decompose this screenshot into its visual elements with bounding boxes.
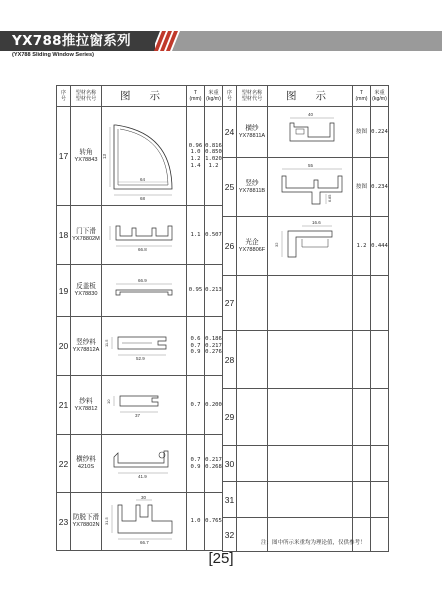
profile-name-cell xyxy=(71,493,102,551)
row-number: 30 xyxy=(223,446,237,482)
profile-code: YX78830 xyxy=(74,291,98,297)
profile-drawing xyxy=(268,158,353,217)
row-number: 24 xyxy=(223,107,237,158)
dim-label: 41.9 xyxy=(138,474,147,479)
profile-name: 横纱 xyxy=(245,124,259,132)
col-name-header: 型材名称 型材代号 xyxy=(71,86,102,107)
weight-values xyxy=(371,331,389,389)
weight-values xyxy=(371,446,389,482)
profile-name: 防脱下滑 xyxy=(72,514,100,521)
table-row xyxy=(223,158,389,217)
table-row xyxy=(57,107,223,206)
table-row xyxy=(57,206,223,265)
profile-name-cell xyxy=(237,389,268,446)
thickness-values: 按图 xyxy=(353,158,371,217)
profile-code: YX78843 xyxy=(74,156,98,163)
thickness-values xyxy=(353,331,371,389)
profile-drawing xyxy=(102,435,187,493)
dim-label: 11.5 xyxy=(104,339,109,347)
table-row xyxy=(223,389,389,446)
profile-code: YX78811B xyxy=(238,187,266,194)
profile-drawing xyxy=(102,376,187,435)
profile-table-left xyxy=(56,85,223,551)
table-row xyxy=(223,276,389,331)
row-number: 18 xyxy=(57,206,71,265)
col-t-header: T (mm) xyxy=(187,86,205,107)
weight-values: 0.234 xyxy=(371,158,389,217)
profile-name-cell xyxy=(237,276,268,331)
profile-name-cell xyxy=(71,317,102,376)
profile-code: YX78811A xyxy=(238,132,266,139)
weight-values: 0.213 xyxy=(205,265,223,317)
thickness-values: 1.2 xyxy=(353,217,371,276)
page-number: [25] xyxy=(208,550,234,567)
profile-name-cell xyxy=(237,158,268,217)
weight-values: 0.200 xyxy=(205,376,223,435)
profile-name-cell xyxy=(71,376,102,435)
weight-values: 0.444 xyxy=(371,217,389,276)
weight-values: 0.816 0.850 1.020 1.2 xyxy=(205,107,223,206)
thickness-values: 按图 xyxy=(353,107,371,158)
dim-label: 52.9 xyxy=(136,356,145,361)
profile-drawing xyxy=(268,482,353,518)
dim-label: 66.9 xyxy=(138,278,147,283)
profile-drawing xyxy=(268,446,353,482)
dim-label: 31.5 xyxy=(104,517,109,525)
table-row xyxy=(57,493,223,551)
profile-table-right xyxy=(222,85,389,552)
table-row xyxy=(57,265,223,317)
screen-profile-drawing xyxy=(102,376,187,434)
theoretical-weight-note: 注：图中所示米重均为理论值，仅供参考！ xyxy=(261,540,366,546)
weight-values: 0.224 xyxy=(371,107,389,158)
row-number: 31 xyxy=(223,482,237,518)
weight-values xyxy=(371,389,389,446)
profile-drawing xyxy=(268,389,353,446)
profile-name: 转角 xyxy=(79,148,93,156)
profile-name-cell xyxy=(71,265,102,317)
col-figure-header: 图 示 xyxy=(102,86,187,107)
row-number: 23 xyxy=(57,493,71,551)
profile-name-cell xyxy=(237,518,268,552)
series-title: YX788推拉窗系列 xyxy=(0,31,155,51)
profile-drawing xyxy=(268,276,353,331)
table-row xyxy=(57,317,223,376)
col-weight-header: 米重 (kg/m) xyxy=(205,86,223,107)
profile-drawing xyxy=(102,493,187,551)
dim-label: 30 xyxy=(141,495,147,500)
dim-label: 64 xyxy=(140,177,146,182)
dim-label: 66.8 xyxy=(138,247,147,252)
table-row xyxy=(223,518,389,552)
profile-drawing xyxy=(268,331,353,389)
weight-values: 0.186 0.217 0.276 xyxy=(205,317,223,376)
row-number: 26 xyxy=(223,217,237,276)
thickness-values: 0.96 1.0 1.2 1.4 xyxy=(187,107,205,206)
horizontal-screen-drawing xyxy=(102,435,187,492)
row-number: 29 xyxy=(223,389,237,446)
profile-code: YX78812 xyxy=(74,405,98,412)
dim-label: 13 xyxy=(102,153,107,159)
thickness-values: 0.6 0.7 0.9 xyxy=(187,317,205,376)
thickness-values: 1.1 xyxy=(187,206,205,265)
dim-label: 40 xyxy=(308,112,314,117)
row-number: 19 xyxy=(57,265,71,317)
horizontal-screen-frame-drawing xyxy=(268,107,353,157)
profile-code: YX78802N xyxy=(72,522,100,528)
table-row xyxy=(223,482,389,518)
profile-code: YX78806F xyxy=(238,246,266,253)
thickness-values: 1.0 xyxy=(187,493,205,551)
thickness-values xyxy=(353,518,371,552)
profile-name-cell xyxy=(71,435,102,493)
table-row xyxy=(223,217,389,276)
thickness-values xyxy=(353,482,371,518)
weight-values: 0.765 xyxy=(205,493,223,551)
thickness-values: 0.7 xyxy=(187,376,205,435)
profile-name-cell xyxy=(237,107,268,158)
profile-code: YX78802M xyxy=(72,235,100,242)
cover-plate-drawing xyxy=(102,265,187,316)
profile-name: 横纱料 xyxy=(76,456,96,463)
profile-drawing xyxy=(268,107,353,158)
profile-drawing xyxy=(102,265,187,317)
col-no-header: 序 号 xyxy=(223,86,237,107)
col-no-header: 序 号 xyxy=(57,86,71,107)
dim-label: 16.6 xyxy=(312,220,321,225)
dim-label: 68 xyxy=(140,196,146,201)
weight-values: 0.217 0.268 xyxy=(205,435,223,493)
col-t-header: T (mm) xyxy=(353,86,371,107)
profile-name: 竖纱 xyxy=(245,179,259,187)
anti-drop-track-drawing xyxy=(102,493,187,550)
profile-drawing xyxy=(102,206,187,265)
thickness-values xyxy=(353,389,371,446)
door-bottom-track-drawing xyxy=(102,206,187,264)
weight-values: 0.507 xyxy=(205,206,223,265)
series-subtitle: (YX788 Sliding Window Series) xyxy=(12,52,95,58)
row-number: 20 xyxy=(57,317,71,376)
dim-label: 6.85 xyxy=(328,194,332,202)
dim-label: 37 xyxy=(135,413,141,418)
profile-name: 光企 xyxy=(245,238,259,246)
profile-name: 竖纱料 xyxy=(76,338,96,346)
table-row xyxy=(57,435,223,493)
weight-values xyxy=(371,276,389,331)
dim-label: 66.7 xyxy=(140,540,149,545)
profile-name: 门下滑 xyxy=(76,227,96,235)
row-number: 25 xyxy=(223,158,237,217)
profile-name: 纱料 xyxy=(79,397,93,405)
dim-label: 55 xyxy=(308,163,314,168)
col-figure-header: 图 示 xyxy=(268,86,353,107)
profile-name-cell xyxy=(237,217,268,276)
table-row xyxy=(223,331,389,389)
profile-name-cell xyxy=(237,331,268,389)
row-number: 32 xyxy=(223,518,237,552)
profile-name-cell xyxy=(237,446,268,482)
dim-label: 32 xyxy=(274,242,279,247)
row-number: 27 xyxy=(223,276,237,331)
vertical-screen-drawing xyxy=(102,317,187,375)
light-interlock-drawing xyxy=(268,217,353,275)
profile-name-cell xyxy=(71,107,102,206)
profile-code: 4210S xyxy=(77,464,95,470)
profile-name-cell xyxy=(237,482,268,518)
table-row xyxy=(57,376,223,435)
header-stripes xyxy=(148,31,442,51)
row-number: 28 xyxy=(223,331,237,389)
vertical-screen-frame-drawing xyxy=(268,158,353,216)
col-weight-header: 米重 (kg/m) xyxy=(371,86,389,107)
table-header-row xyxy=(57,86,223,107)
profile-drawing xyxy=(268,518,353,552)
weight-values xyxy=(371,482,389,518)
profile-drawing xyxy=(268,217,353,276)
corner-profile-drawing xyxy=(102,107,187,205)
profile-drawing xyxy=(102,317,187,376)
table-row xyxy=(223,107,389,158)
profile-drawing xyxy=(102,107,187,206)
row-number: 21 xyxy=(57,376,71,435)
row-number: 22 xyxy=(57,435,71,493)
weight-values xyxy=(371,518,389,552)
thickness-values xyxy=(353,276,371,331)
table-header-row xyxy=(223,86,389,107)
dim-label: 10 xyxy=(106,399,111,404)
profile-name-cell xyxy=(71,206,102,265)
table-row xyxy=(223,446,389,482)
thickness-values: 0.95 xyxy=(187,265,205,317)
thickness-values xyxy=(353,446,371,482)
profile-code: YX78812A xyxy=(72,346,100,353)
thickness-values: 0.7 0.9 xyxy=(187,435,205,493)
col-name-header: 型材名称 型材代号 xyxy=(237,86,268,107)
row-number: 17 xyxy=(57,107,71,206)
profile-name: 反盖板 xyxy=(76,283,96,290)
